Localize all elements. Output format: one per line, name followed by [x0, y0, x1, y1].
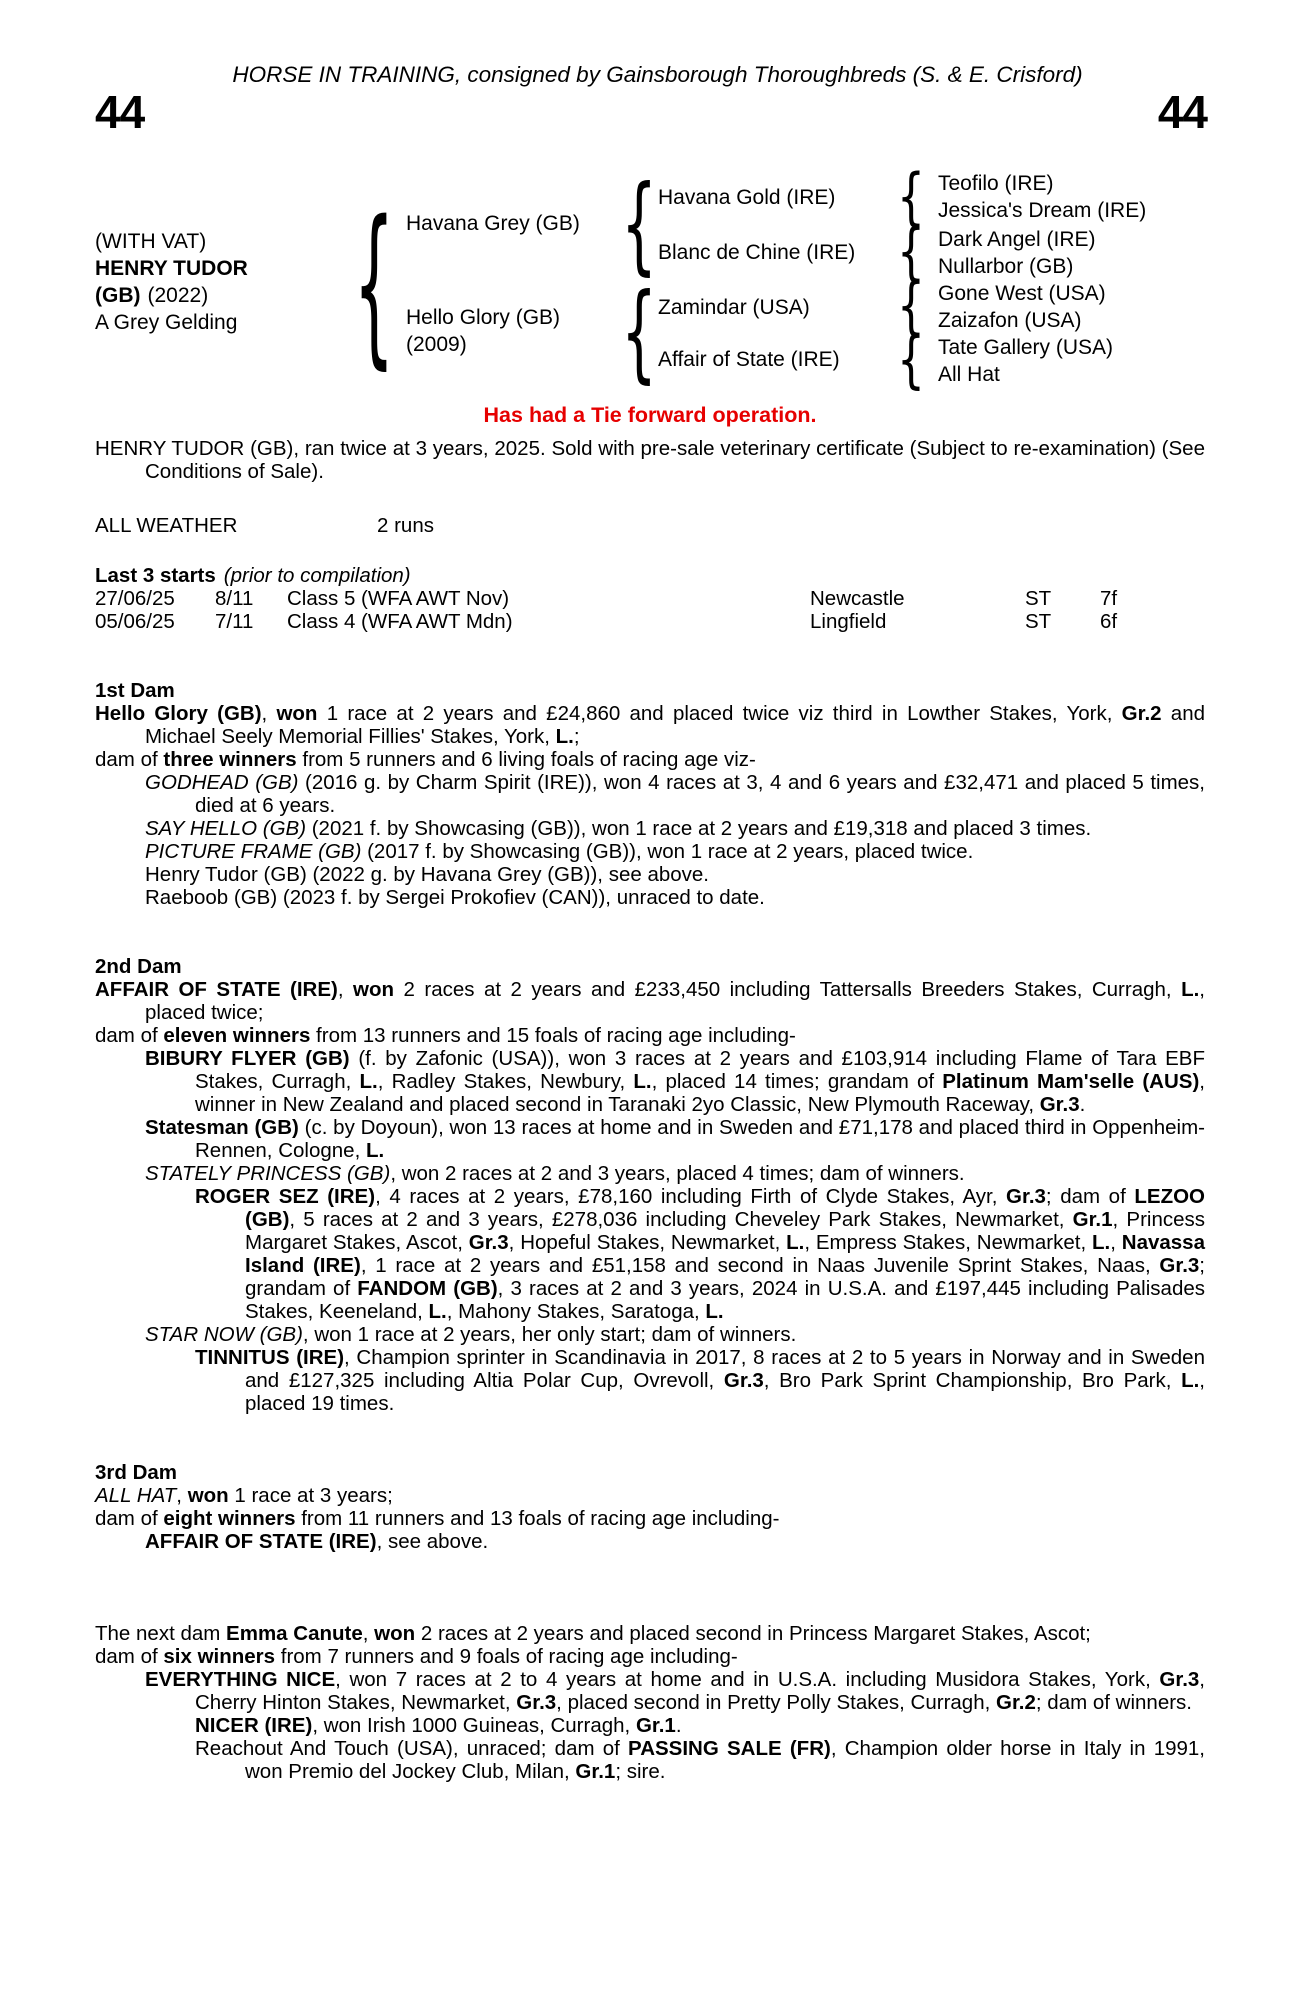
catalog-body [95, 402, 1205, 1783]
text-segment: eight winners [163, 1507, 296, 1530]
text-segment: Gr.2 [996, 1691, 1036, 1714]
text-segment: TINNITUS (IRE) [195, 1346, 345, 1369]
pedigree-paragraph [95, 1737, 1205, 1783]
pedigree-paragraph [95, 1346, 1205, 1415]
summary-paragraph [95, 437, 1205, 483]
text-segment: , [261, 702, 277, 725]
text-segment: , won 1 race at 2 years, her only start; dam of winners. [302, 1323, 797, 1346]
granddam-maternal: Affair of State (IRE) [658, 348, 840, 371]
text-segment: L. [633, 1070, 652, 1093]
pedigree-brace-sire-icon: { [621, 163, 657, 287]
record-surface-label: ALL WEATHER [95, 514, 238, 537]
pedigree-paragraph [95, 1162, 1205, 1185]
section-heading: 3rd Dam [95, 1461, 178, 1484]
text-segment: Gr.3 [516, 1691, 557, 1714]
great-grandparent-1: Teofilo (IRE) [938, 172, 1054, 195]
text-segment: eleven winners [163, 1024, 311, 1047]
race-class: Class 4 (WFA AWT Mdn) [287, 610, 513, 633]
text-segment: Hello Glory (GB) [95, 702, 262, 725]
section-3rd-dam [95, 1461, 1205, 1553]
text-segment: Gr.1 [575, 1760, 616, 1783]
pedigree-paragraph [95, 702, 1205, 748]
horse-description: A Grey Gelding [95, 311, 238, 334]
race-date: 27/06/25 [95, 587, 175, 610]
text-segment: ; dam of [1045, 1185, 1135, 1208]
text-segment: dam of [95, 1507, 164, 1530]
text-segment: 1 race at 3 years; [228, 1484, 393, 1507]
pedigree-paragraph [95, 978, 1205, 1024]
section-next-dam [95, 1622, 1205, 1783]
text-segment: dam of [95, 1645, 164, 1668]
text-segment: The next dam [95, 1622, 227, 1645]
text-segment: won [276, 702, 318, 725]
pedigree-paragraph [95, 817, 1205, 840]
pedigree-paragraph [95, 1323, 1205, 1346]
text-segment: Raeboob (GB) (2023 f. by Sergei Prokofiev (CAN)), unraced to date. [145, 886, 765, 909]
text-segment: Gr.1 [635, 1714, 676, 1737]
text-segment: (2021 f. by Showcasing (GB)), won 1 race at 2 years and £19,318 and placed 3 times. [306, 817, 1092, 840]
text-segment: L. [1181, 1369, 1200, 1392]
text-segment: AFFAIR OF STATE (IRE) [95, 978, 338, 1001]
horse-suffix-year [95, 282, 208, 309]
race-position: 7/11 [215, 610, 254, 633]
grandsire-paternal: Havana Gold (IRE) [658, 186, 836, 209]
pedigree-paragraph [95, 1116, 1205, 1162]
pedigree-brace-g4-2-icon: { [897, 215, 925, 289]
text-segment: BIBURY FLYER (GB) [145, 1047, 350, 1070]
pedigree-brace-g4-4-icon: { [897, 323, 925, 397]
text-segment: , [176, 1484, 188, 1507]
pedigree-paragraph [95, 1507, 1205, 1530]
pedigree-brace-g4-3-icon: { [897, 269, 925, 343]
text-segment: L. [428, 1300, 447, 1323]
pedigree-paragraph [95, 1668, 1205, 1714]
text-segment: PICTURE FRAME (GB) [145, 840, 362, 863]
text-segment: Platinum Mam'selle (AUS) [942, 1070, 1200, 1093]
pedigree-paragraph [95, 1714, 1205, 1737]
text-segment: 2 races at 2 years and £233,450 including Tattersalls Breeders Stakes, Curragh, [394, 978, 1182, 1001]
text-segment: Gr.2 [1121, 702, 1162, 725]
text-segment: (2016 g. by Charm Spirit (IRE)), won 4 races at 3, 4 and 6 years and £32,471 and placed 5 times, died at 6 years. [195, 771, 1205, 817]
text-segment: Henry Tudor (GB) (2022 g. by Havana Grey (GB)), see above. [145, 863, 709, 886]
section-heading: 2nd Dam [95, 955, 182, 978]
pedigree-paragraph [95, 748, 1205, 771]
text-segment: six winners [163, 1645, 276, 1668]
race-surface: ST [1025, 610, 1052, 633]
great-grandparent-3: Dark Angel (IRE) [938, 228, 1096, 251]
text-segment: HENRY TUDOR (GB), ran twice at 3 years, 2025. Sold with pre-sale veterinary certificate (Subject to re-examination) (See Conditions of Sale). [95, 437, 1205, 483]
text-segment: NICER (IRE) [195, 1714, 313, 1737]
text-segment: LEZOO (GB) [245, 1185, 1205, 1231]
pedigree-paragraph [95, 1645, 1205, 1668]
vat-note: (WITH VAT) [95, 230, 207, 253]
text-segment: , 3 races at 2 and 3 years, 2024 in U.S.A. and £197,445 including Palisades Stakes, Keeneland, [245, 1277, 1205, 1323]
granddam-paternal: Blanc de Chine (IRE) [658, 241, 856, 264]
race-course: Newcastle [810, 587, 905, 610]
pedigree-brace-main-icon: { [353, 186, 395, 387]
text-segment: from 5 runners and 6 living foals of racing age viz- [296, 748, 756, 771]
text-segment: , [1110, 1231, 1122, 1254]
text-segment: . [675, 1714, 682, 1737]
text-segment: 2 races at 2 years and placed second in Princess Margaret Stakes, Ascot; [415, 1622, 1091, 1645]
text-segment: STAR NOW (GB) [145, 1323, 303, 1346]
text-segment: PASSING SALE (FR) [628, 1737, 831, 1760]
race-date: 05/06/25 [95, 610, 175, 633]
race-course: Lingfield [810, 610, 887, 633]
race-surface: ST [1025, 587, 1052, 610]
pedigree-paragraph [95, 840, 1205, 863]
text-segment: , placed twice; [145, 978, 1205, 1024]
pedigree-paragraph [95, 1047, 1205, 1116]
text-segment: L. [359, 1070, 378, 1093]
dam-name: Hello Glory (GB) [406, 306, 561, 329]
text-segment: , placed 19 times. [245, 1369, 1205, 1415]
pedigree-paragraph [95, 1024, 1205, 1047]
grandsire-maternal: Zamindar (USA) [658, 296, 810, 319]
section-1st-dam [95, 679, 1205, 909]
pedigree-paragraph [95, 1185, 1205, 1323]
text-segment: , placed 14 times; grandam of [651, 1070, 943, 1093]
text-segment: Gr.3 [1006, 1185, 1046, 1208]
text-segment: (2017 f. by Showcasing (GB)), won 1 race at 2 years, placed twice. [361, 840, 974, 863]
text-segment: Gr.3 [1159, 1668, 1200, 1691]
race-result-row [95, 587, 1205, 610]
text-segment: , 4 races at 2 years, £78,160 including Firth of Clyde Stakes, Ayr, [375, 1185, 1007, 1208]
text-segment: L. [1092, 1231, 1111, 1254]
text-segment: Statesman (GB) [145, 1116, 299, 1139]
dam-name-block [406, 304, 560, 358]
last-starts-title: Last 3 starts [95, 564, 216, 587]
text-segment: , won 7 races at 2 to 4 years at home and in U.S.A. including Musidora Stakes, York, [335, 1668, 1160, 1691]
text-segment: , Radley Stakes, Newbury, [377, 1070, 634, 1093]
text-segment: , Cherry Hinton Stakes, Newmarket, [195, 1668, 1205, 1714]
pedigree-brace-dam-icon: { [621, 271, 657, 395]
text-segment: AFFAIR OF STATE (IRE) [145, 1530, 377, 1553]
text-segment: , 1 race at 2 years and £51,158 and second in Naas Juvenile Sprint Stakes, Naas, [360, 1254, 1160, 1277]
pedigree-paragraph [95, 863, 1205, 886]
horse-name: HENRY TUDOR [95, 257, 248, 280]
text-segment: , Bro Park Sprint Championship, Bro Park, [763, 1369, 1182, 1392]
section-2nd-dam [95, 955, 1205, 1415]
text-segment: , Hopeful Stakes, Newmarket, [508, 1231, 787, 1254]
text-segment: Gr.1 [1072, 1208, 1113, 1231]
text-segment: ; sire. [615, 1760, 666, 1783]
race-result-row [95, 610, 1205, 633]
text-segment: , won 2 races at 2 and 3 years, placed 4 times; dam of winners. [390, 1162, 965, 1185]
text-segment: , see above. [376, 1530, 489, 1553]
text-segment: ALL HAT [95, 1484, 177, 1507]
text-segment: won [187, 1484, 229, 1507]
text-segment: Gr.3 [1159, 1254, 1200, 1277]
race-record-row [95, 514, 1205, 537]
last-starts-block [95, 564, 1205, 633]
horse-suffix: (GB) [95, 284, 141, 307]
text-segment: dam of [95, 1024, 164, 1047]
last-starts-heading [95, 564, 1205, 587]
text-segment: , [337, 978, 354, 1001]
text-segment: Gr.3 [723, 1369, 764, 1392]
text-segment: FANDOM (GB) [357, 1277, 498, 1300]
text-segment: Reachout And Touch (USA), unraced; dam of [195, 1737, 629, 1760]
text-segment: STATELY PRINCESS (GB) [145, 1162, 391, 1185]
great-grandparent-4: Nullarbor (GB) [938, 255, 1074, 278]
text-segment: , Empress Stakes, Newmarket, [804, 1231, 1092, 1254]
great-grandparent-8: All Hat [938, 363, 1000, 386]
text-segment: EVERYTHING NICE [145, 1668, 336, 1691]
page-title: HORSE IN TRAINING, consigned by Gainsborough Thoroughbreds (S. & E. Crisford) [232, 62, 1083, 87]
text-segment: from 11 runners and 13 foals of racing age including- [295, 1507, 780, 1530]
text-segment: from 13 runners and 15 foals of racing age including- [310, 1024, 796, 1047]
great-grandparent-5: Gone West (USA) [938, 282, 1106, 305]
text-segment: 1 race at 2 years and £24,860 and placed twice viz third in Lowther Stakes, York, [317, 702, 1122, 725]
text-segment: , [362, 1622, 375, 1645]
text-segment: , Mahony Stakes, Saratoga, [446, 1300, 706, 1323]
pedigree-paragraph [95, 1484, 1205, 1507]
lot-number-right: 44 [1157, 86, 1207, 138]
text-segment: , won Irish 1000 Guineas, Curragh, [312, 1714, 636, 1737]
text-segment: L. [1181, 978, 1200, 1001]
text-segment: from 7 runners and 9 foals of racing age including- [275, 1645, 738, 1668]
text-segment: , Champion older horse in Italy in 1991, won Premio del Jockey Club, Milan, [245, 1737, 1206, 1783]
text-segment: Gr.3 [468, 1231, 509, 1254]
text-segment: , Champion sprinter in Scandinavia in 2017, 8 races at 2 to 5 years in Norway and in Sweden and £127,325 including Altia Polar Cup, Ovrevoll, [245, 1346, 1205, 1392]
text-segment: ; [573, 725, 580, 748]
pedigree-tree [0, 0, 1315, 400]
great-grandparent-7: Tate Gallery (USA) [938, 336, 1114, 359]
race-position: 8/11 [215, 587, 254, 610]
text-segment: L. [555, 725, 574, 748]
text-segment: ROGER SEZ (IRE) [195, 1185, 376, 1208]
text-segment: Navassa Island (IRE) [245, 1231, 1205, 1277]
text-segment: (f. by Zafonic (USA)), won 3 races at 2 years and £103,914 including Flame of Tara EBF Stakes, Curragh, [195, 1047, 1205, 1093]
pedigree-paragraph [95, 1530, 1205, 1553]
text-segment: ; grandam of [245, 1254, 1205, 1300]
text-segment: won [353, 978, 395, 1001]
great-grandparent-2: Jessica's Dream (IRE) [938, 199, 1147, 222]
text-segment: and Michael Seely Memorial Fillies' Stakes, York, [145, 702, 1205, 748]
lot-number-left: 44 [95, 86, 145, 138]
text-segment: , 5 races at 2 and 3 years, £278,036 including Cheveley Park Stakes, Newmarket, [289, 1208, 1073, 1231]
text-segment: , placed second in Pretty Polly Stakes, Curragh, [556, 1691, 997, 1714]
text-segment: L. [705, 1300, 724, 1323]
section-heading: 1st Dam [95, 679, 175, 702]
record-runs: 2 runs [377, 514, 434, 537]
great-grandparent-6: Zaizafon (USA) [938, 309, 1082, 332]
text-segment: ; dam of winners. [1035, 1691, 1192, 1714]
text-segment: GODHEAD (GB) [145, 771, 299, 794]
text-segment: Gr.3 [1039, 1093, 1080, 1116]
dam-year: (2009) [406, 333, 467, 356]
text-segment: won [374, 1622, 416, 1645]
horse-year: (2022) [147, 284, 209, 307]
text-segment: SAY HELLO (GB) [145, 817, 307, 840]
text-segment: L. [365, 1139, 385, 1162]
pedigree-paragraph [95, 771, 1205, 817]
text-segment: three winners [163, 748, 297, 771]
pedigree-paragraph [95, 886, 1205, 909]
text-segment: dam of [95, 748, 164, 771]
pedigree-paragraph [95, 1622, 1205, 1645]
text-segment: . [1079, 1093, 1086, 1116]
text-segment: Emma Canute [226, 1622, 363, 1645]
pedigree-brace-g4-1-icon: { [897, 160, 925, 234]
text-segment: , Princess Margaret Stakes, Ascot, [245, 1208, 1205, 1254]
race-distance: 7f [1100, 587, 1118, 610]
text-segment: , winner in New Zealand and placed second in Taranaki 2yo Classic, New Plymouth Raceway, [195, 1070, 1205, 1116]
veterinary-notice: Has had a Tie forward operation. [483, 403, 817, 427]
text-segment: L. [786, 1231, 805, 1254]
race-class: Class 5 (WFA AWT Nov) [287, 587, 510, 610]
sire-name: Havana Grey (GB) [406, 212, 580, 235]
race-distance: 6f [1100, 610, 1118, 633]
text-segment: (c. by Doyoun), won 13 races at home and in Sweden and £71,178 and placed third in Oppenheim-Rennen, Cologne, [195, 1116, 1206, 1162]
last-starts-subtitle: (prior to compilation) [223, 564, 411, 587]
